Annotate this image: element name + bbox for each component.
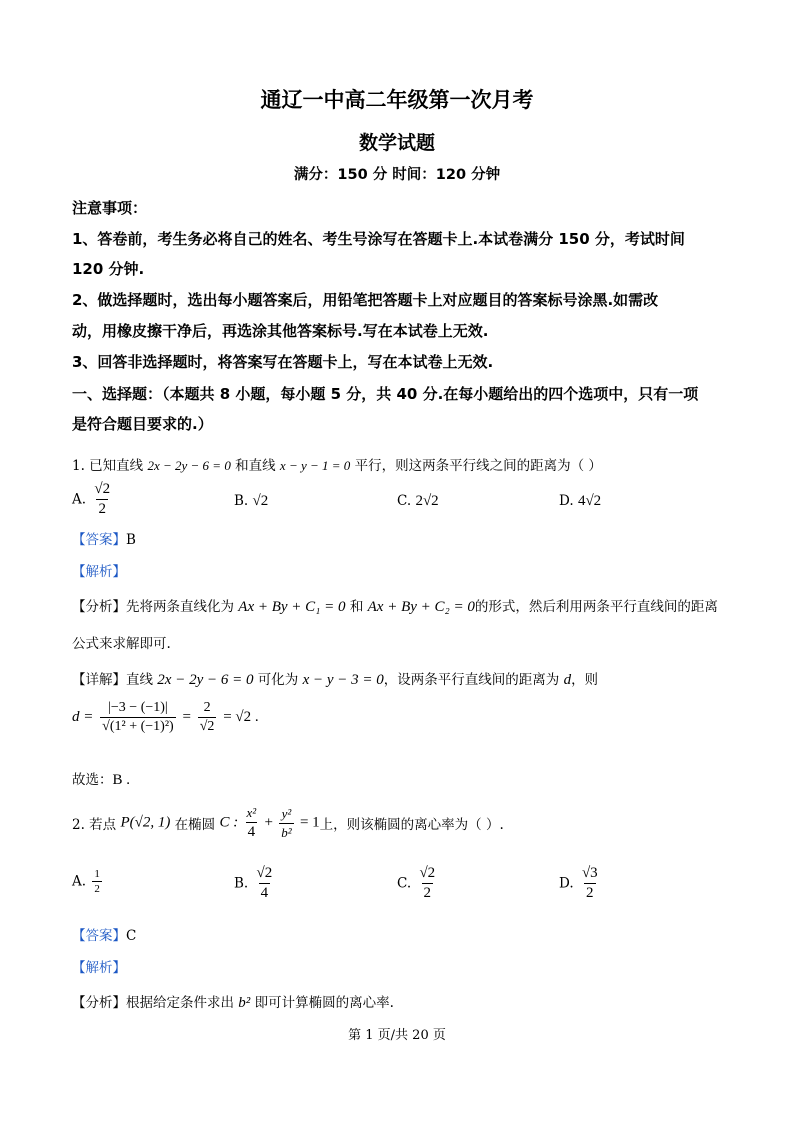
option-label: D. (559, 493, 574, 509)
q2-frac2-den: b² (281, 824, 292, 840)
q2-curve: C : (219, 814, 239, 831)
detail-text2: 可化为 (257, 672, 299, 688)
q1-option-b (234, 493, 268, 510)
detail-text: 直线 (126, 672, 153, 688)
fenxi-and: 和 (349, 599, 364, 615)
q1-answer (72, 528, 136, 548)
section-heading-a: 一、选择题：（本题共 8 小题，每小题 5 分，共 40 分.在每小题给出的四个选项中，只有一项 (72, 385, 699, 403)
fenxi-text2: 即可计算椭圆的离心率. (254, 995, 394, 1011)
q1-stem (72, 454, 602, 474)
q1-option-a (72, 481, 114, 518)
option-label: C. (397, 493, 412, 509)
q1-a-num: √2 (94, 481, 111, 497)
detail-var: d (563, 672, 572, 688)
option-label: D. (559, 875, 574, 892)
fenxi-tag: 【分析】 (72, 599, 126, 615)
fenxi-eq1: Ax + By + C₁ = 0 (238, 599, 346, 615)
q1-analysis-tag: 【解析】 (72, 564, 126, 580)
q2-point: P(√2, 1) (120, 814, 171, 831)
q2-frac1-num: x² (246, 805, 257, 820)
answer-tag: 【答案】 (72, 928, 126, 944)
q2-a-num: 1 (94, 868, 100, 880)
q2-plus: + (264, 814, 273, 831)
notice-line-3: 3、回答非选择题时，将答案写在答题卡上，写在本试卷上无效. (72, 353, 494, 371)
notice-heading: 注意事项： (72, 199, 148, 217)
fenxi-text2: 的形式，然后利用两条平行直线间的距离 (474, 599, 718, 615)
q1-a-den: 2 (98, 501, 106, 517)
q1-b-value: √2 (252, 493, 269, 509)
q2-b-num: √2 (256, 865, 273, 881)
option-label: C. (397, 875, 412, 892)
notice-line-1b: 120 分钟. (72, 260, 145, 278)
q1-choose (72, 768, 130, 789)
q1-option-c (397, 493, 439, 510)
q2-b-den: 4 (260, 885, 269, 901)
q1-mid: 和直线 (235, 458, 276, 474)
detail-eq1: 2x − 2y − 6 = 0 (157, 672, 254, 688)
q2-stem (72, 805, 504, 841)
formula-eq-sign: = (182, 709, 191, 725)
q2-analysis-tag: 【解析】 (72, 960, 126, 976)
q2-option-c (397, 865, 439, 902)
answer-tag: 【答案】 (72, 532, 126, 548)
choose-value: B . (112, 772, 131, 788)
option-label: A. (72, 491, 87, 508)
q2-c-num: √2 (419, 865, 436, 881)
q2-option-a (72, 868, 104, 895)
page-number: 第 1 页/共 20 页 (348, 1028, 446, 1043)
notice-line-2b: 动，用橡皮擦干净后，再选涂其他答案标号.写在本试卷上无效. (72, 322, 489, 340)
q1-line2-eq: x − y − 1 = 0 (279, 458, 351, 473)
q2-d-num: √3 (581, 865, 598, 881)
fenxi-tag: 【分析】 (72, 995, 126, 1011)
fenxi-text: 根据给定条件求出 (126, 995, 234, 1011)
q1-c-value: 2√2 (415, 493, 439, 509)
fenxi-eq2: Ax + By + C₂ = 0 (367, 599, 475, 615)
exam-meta: 满分：150 分 时间：120 分钟 (293, 167, 501, 183)
detail-eq2: x − y − 3 = 0 (302, 672, 384, 688)
formula-numerator: |−3 − (−1)| (108, 700, 168, 715)
detail-text3: ，设两条平行直线间的距离为 (383, 672, 560, 688)
q2-d-den: 2 (586, 885, 594, 901)
formula-mid-num: 2 (203, 700, 211, 715)
q1-detail (72, 668, 598, 689)
q2-frac2-num: y² (281, 805, 292, 821)
formula-rhs: = √2 . (223, 709, 259, 725)
q1-distance-formula (72, 700, 259, 735)
q1-fenxi (72, 595, 718, 616)
option-label: B. (234, 875, 249, 892)
detail-tag: 【详解】 (72, 672, 126, 688)
detail-text4: ，则 (571, 672, 599, 688)
q2-option-b (234, 865, 276, 902)
fenxi-var: b² (238, 995, 251, 1011)
notice-line-2a: 2、做选择题时，选出每小题答案后，用铅笔把答题卡上对应题目的答案标号涂黑.如需改 (72, 291, 659, 309)
formula-mid-den: √2 (199, 719, 215, 734)
q2-answer (72, 924, 136, 944)
exam-subject: 数学试题 (358, 132, 435, 154)
q2-eq: = 1 (299, 814, 320, 831)
exam-title: 通辽一中高二年级第一次月考 (260, 88, 534, 112)
q2-fenxi (72, 991, 394, 1012)
q1-suffix: 平行，则这两条平行线之间的距离为（ ） (354, 458, 602, 474)
q1-d-value: 4√2 (577, 493, 602, 509)
answer-value: B (126, 532, 136, 548)
q1-line1-eq: 2x − 2y − 6 = 0 (147, 458, 231, 473)
option-label: A. (72, 873, 87, 890)
formula-lhs: d = (72, 709, 94, 725)
q2-c-den: 2 (423, 885, 432, 901)
notice-line-1a: 1、答卷前，考生务必将自己的姓名、考生号涂写在答题卡上.本试卷满分 150 分，考试时间 (72, 230, 685, 248)
choose-label: 故选： (72, 772, 113, 788)
q2-a-den: 2 (94, 883, 100, 895)
section-heading-b: 是符合题目要求的.） (72, 415, 213, 433)
q2-prefix: 2. 若点 (72, 817, 117, 833)
fenxi-text: 先将两条直线化为 (126, 599, 234, 615)
q2-option-d (559, 865, 602, 902)
option-label: B. (234, 493, 249, 509)
q2-mid: 在椭圆 (174, 817, 216, 833)
q1-option-d (559, 493, 601, 510)
formula-denominator: √(1² + (−1)²) (102, 719, 174, 734)
q2-suffix: 上，则该椭圆的离心率为（ ）. (319, 817, 504, 833)
q2-frac1-den: 4 (247, 824, 256, 840)
answer-value: C (126, 928, 137, 944)
q1-fenxi-line2: 公式来求解即可. (72, 636, 171, 652)
q1-prefix: 1. 已知直线 (72, 458, 144, 474)
